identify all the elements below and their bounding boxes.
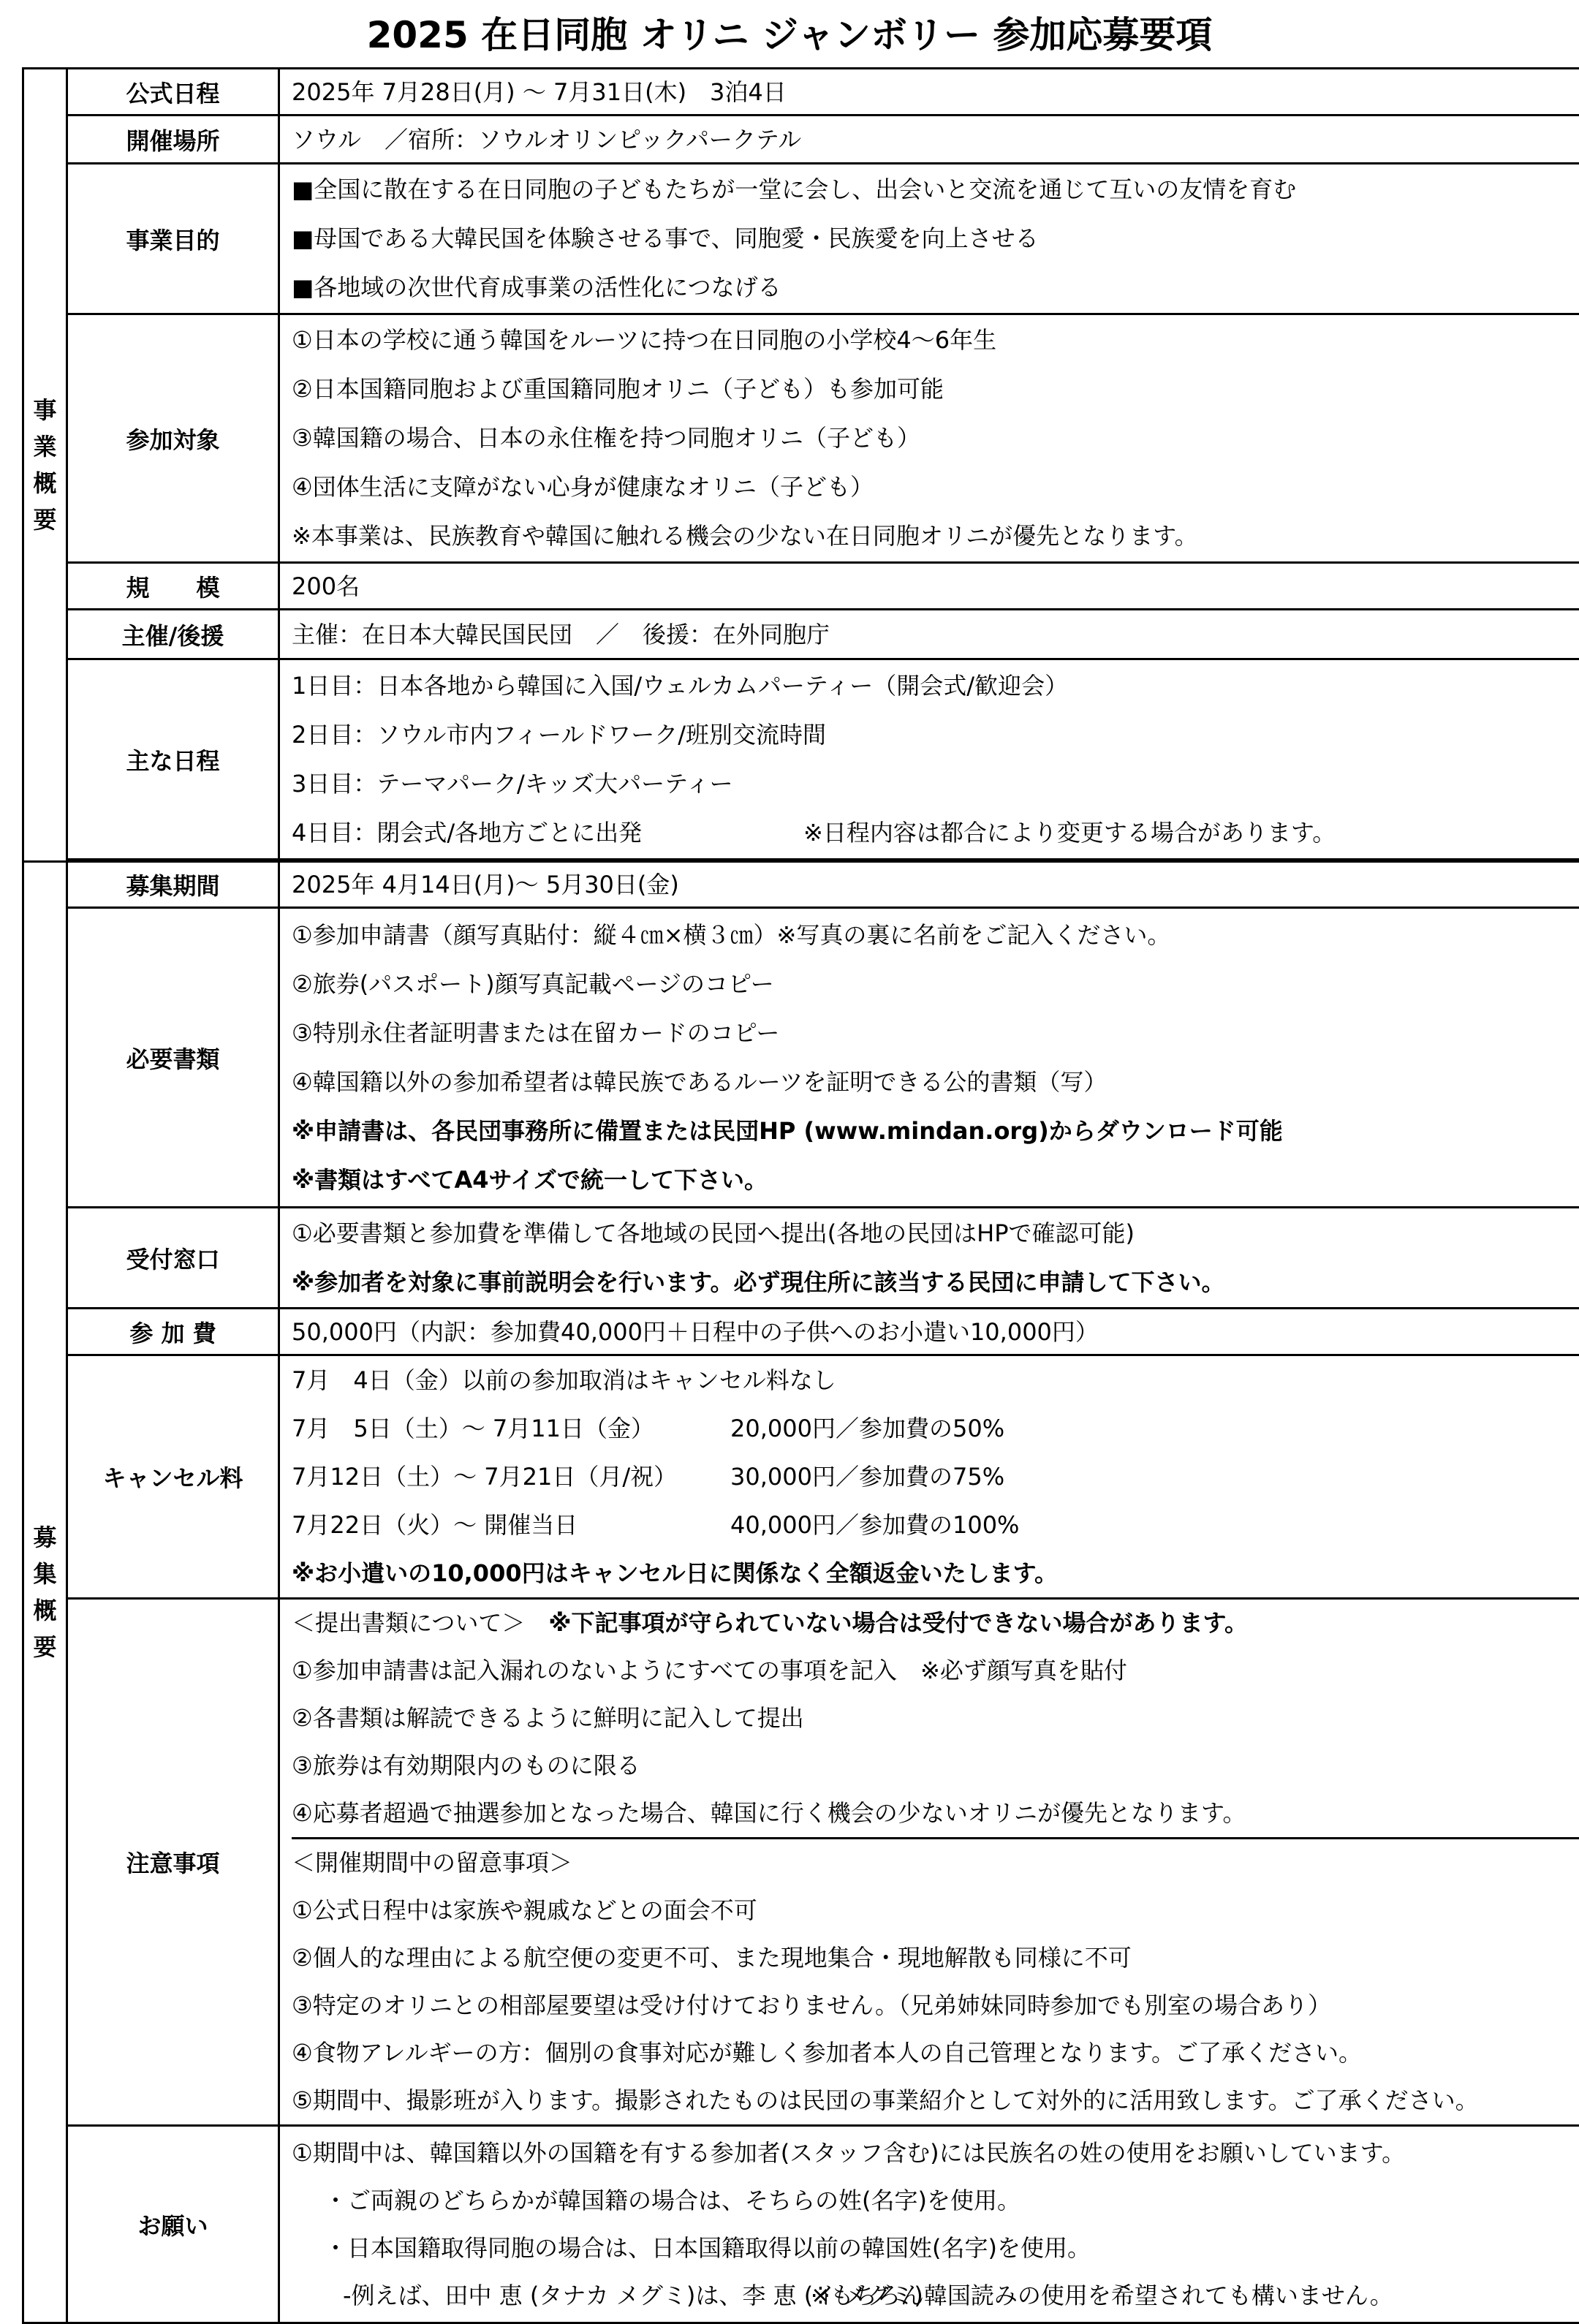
row-label-itinerary: 主な日程 (67, 659, 279, 860)
table-row (23, 1355, 1579, 1599)
page-title: 2025 在日同胞 オリニ ジャンボリー 参加応募要項 (0, 6, 1579, 64)
table-row (23, 1208, 1579, 1309)
row-label-schedule: 公式日程 (67, 69, 279, 116)
row-value-documents: ①参加申請書（顔写真貼付：縦４㎝×横３㎝）※写真の裏に名前をご記入ください。 ②旅券(パスポート)顔写真記載ページのコピー ③特別永住者証明書または在留カードのコピー ④韓国籍以外の参加希望者は韓民族であるルーツを証明できる公的書類（写） ※申請書は、各民団事務所に備置または民団HP (www.mindan.org)からダウンロード可能 ※書類はすべてA4サイズで統一して下さい。 (279, 908, 1579, 1208)
row-label-venue: 開催場所 (67, 116, 279, 164)
table-row (23, 2126, 1579, 2323)
table-row (23, 116, 1579, 164)
section-overview-label: 事 業 概 要 (23, 69, 67, 862)
itinerary-note: ※日程内容は都合により変更する場合があります。 (803, 819, 1336, 847)
table-row (23, 164, 1579, 314)
row-value-notes: ＜提出書類について＞ ※下記事項が守られていない場合は受付できない場合があります。 ①参加申請書は記入漏れのないようにすべての事項を記入 ※必ず顔写真を貼付 ②各書類は解読できるように鮮明に記入して提出 ③旅券は有効期限内のものに限る ④応募者超過で抽選参加となった場合、韓国に行く機会の少ないオリニが優先となります。 ＜開催期間中の留意事項＞ ①公式日程中は家族や親戚などとの面会不可 ②個人的な理由による航空便の変更不可、また現地集合・現地解散も同様に不可 ③特定のオリニとの相部屋要望は受け付けておりません。（兄弟姉妹同時参加でも別室の場合あり） ④食物アレルギーの方：個別の食事対応が難しく参加者本人の自己管理となります。ご了承ください。 ⑤期間中、撮影班が入ります。撮影されたものは民団の事業紹介として対外的に活用致します。ご了承ください。 (279, 1599, 1579, 2126)
row-label-cancel: キャンセル料 (67, 1355, 279, 1599)
row-value-request: ①期間中は、韓国籍以外の国籍を有する参加者(スタッフ含む)には民族名の姓の使用をお願いしています。 ・ご両親のどちらかが韓国籍の場合は、そちらの姓(名字)を使用。 ・日本国籍取得同胞の場合は、日本国籍取得以前の韓国姓(名字)を使用。 -例えば、田中 恵 (タナカ メグミ)は、李 恵 (イ メグミ)※もちろん韓国読みの使用を希望されても構いません。 (279, 2126, 1579, 2323)
row-label-fee: 参 加 費 (67, 1309, 279, 1355)
row-value-scale: 200名 (279, 563, 1579, 610)
row-value-venue: ソウル ／宿所：ソウルオリンピックパークテル (279, 116, 1579, 164)
row-label-documents: 必要書類 (67, 908, 279, 1208)
row-label-host: 主催/後援 (67, 610, 279, 659)
row-value-period: 2025年 4月14日(月)～ 5月30日(金) (279, 862, 1579, 908)
row-label-reception: 受付窓口 (67, 1208, 279, 1309)
row-value-purpose: ■全国に散在する在日同胞の子どもたちが一堂に会し、出会いと交流を通じて互いの友情を育む ■母国である大韓民国を体験させる事で、同胞愛・民族愛を向上させる ■各地域の次世代育成事業の活性化につなげる (279, 164, 1579, 314)
table-row (23, 563, 1579, 610)
table-row (23, 69, 1579, 116)
table-row (23, 610, 1579, 659)
row-value-fee: 50,000円（内訳：参加費40,000円＋日程中の子供へのお小遣い10,000円） (279, 1309, 1579, 1355)
row-label-period: 募集期間 (67, 862, 279, 908)
table-row (23, 659, 1579, 860)
row-label-purpose: 事業目的 (67, 164, 279, 314)
row-value-cancel: 7月 4日（金）以前の参加取消はキャンセル料なし 7月 5日（土）～ 7月11日（金） 20,000円／参加費の50% 7月12日（土）～ 7月21日（月/祝） 30,000円／参加費の75% 7月22日（火）～ 開催当日 40,000円／参加費の100% ※お小遣いの10,000円はキャンセル日に関係なく全額返金いたします。 (279, 1355, 1579, 1599)
row-label-scale: 規 模 (67, 563, 279, 610)
table-row (23, 862, 1579, 908)
row-value-target: ①日本の学校に通う韓国をルーツに持つ在日同胞の小学校4～6年生 ②日本国籍同胞および重国籍同胞オリニ（子ども）も参加可能 ③韓国籍の場合、日本の永住権を持つ同胞オリニ（子ども） ④団体生活に支障がない心身が健康なオリニ（子ども） ※本事業は、民族教育や韓国に触れる機会の少ない在日同胞オリニが優先となります。 (279, 314, 1579, 563)
row-label-request: お願い (67, 2126, 279, 2323)
row-value-host: 主催：在日本大韓民国民団 ／ 後援：在外同胞庁 (279, 610, 1579, 659)
row-label-notes: 注意事項 (67, 1599, 279, 2126)
row-label-target: 参加対象 (67, 314, 279, 563)
table-row (23, 314, 1579, 563)
table-row (23, 1309, 1579, 1355)
row-value-itinerary: 1日目：日本各地から韓国に入国/ウェルカムパーティー（開会式/歓迎会） 2日目：ソウル市内フィールドワーク/班別交流時間 3日目：テーマパーク/キッズ大パーティー 4日目：閉会式/各地方ごとに出発 ※日程内容は都合により変更する場合があります。 (279, 659, 1579, 860)
row-value-schedule: 2025年 7月28日(月) ～ 7月31日(木) 3泊4日 (279, 69, 1579, 116)
table-row (23, 1599, 1579, 2126)
section-recruit-label: 募 集 概 要 (23, 862, 67, 2323)
row-value-reception: ①必要書類と参加費を準備して各地域の民団へ提出(各地の民団はHPで確認可能) ※参加者を対象に事前説明会を行います。必ず現住所に該当する民団に申請して下さい。 (279, 1208, 1579, 1309)
application-table (22, 67, 1579, 2324)
table-row (23, 908, 1579, 1208)
